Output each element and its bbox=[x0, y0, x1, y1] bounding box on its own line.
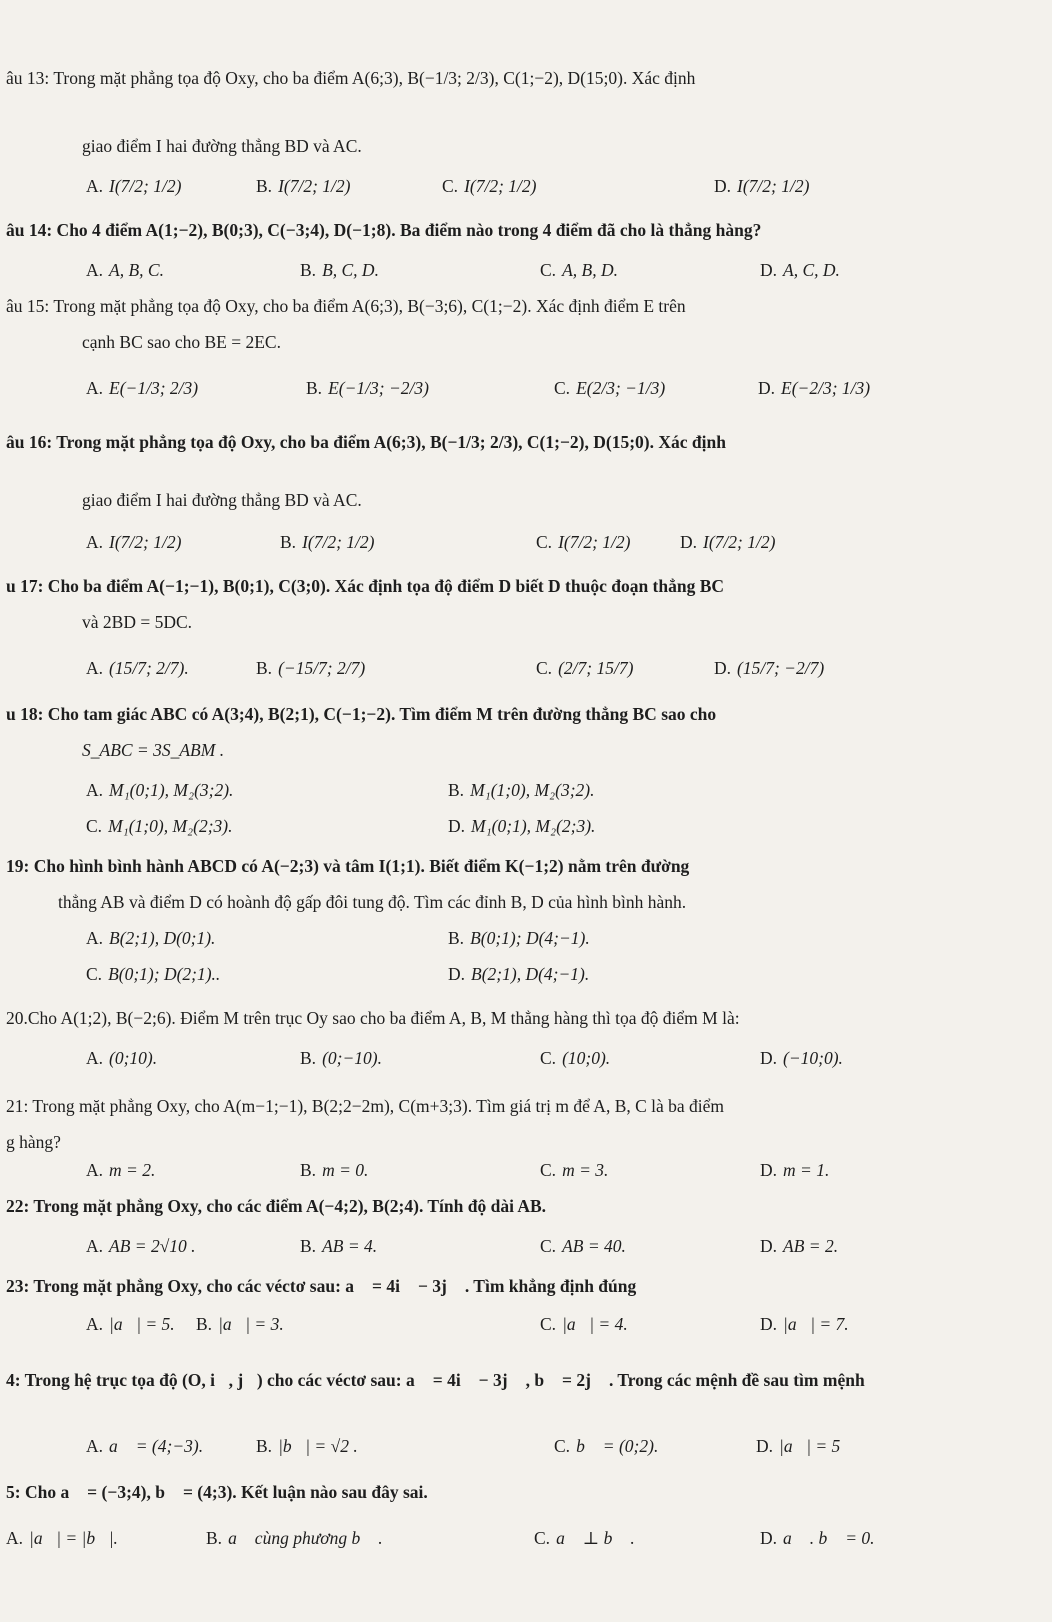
q17-option-c: C. (2/7; 15/7) bbox=[536, 658, 634, 678]
q20-stem-line1: 20.Cho A(1;2), B(−2;6). Điểm M trên trục Oy sao cho ba điểm A, B, M thẳng hàng thì tọa độ điểm M là: bbox=[6, 1008, 740, 1028]
q17-option-a: A. (15/7; 2/7). bbox=[86, 658, 189, 678]
q19-option-c: C. B(0;1); D(2;1).. bbox=[86, 964, 221, 984]
q15-option-c: C. E(2/3; −1/3) bbox=[554, 378, 666, 398]
q18-stem-line2: S_ABC = 3S_ABM . bbox=[82, 740, 225, 760]
q25-option-c: C. a⃗ ⊥ b⃗ . bbox=[534, 1528, 635, 1548]
q14-option-b: B. B, C, D. bbox=[300, 260, 379, 280]
q23-option-d: D. |a⃗| = 7. bbox=[760, 1314, 849, 1334]
q22-option-c: C. AB = 40. bbox=[540, 1236, 626, 1256]
q25-option-a: A. |a⃗| = |b⃗|. bbox=[6, 1528, 118, 1548]
q17-stem-line2: và 2BD = 5DC. bbox=[82, 612, 193, 632]
q21-option-c: C. m = 3. bbox=[540, 1160, 609, 1180]
q17-option-b: B. (−15/7; 2/7) bbox=[256, 658, 366, 678]
q24-stem-line1: 4: Trong hệ trục tọa độ (O, i⃗, j⃗) cho các véctơ sau: a⃗ = 4i⃗ − 3j⃗ , b⃗ = 2j⃗ . Trong các mệnh đề sau tìm mệnh bbox=[6, 1370, 865, 1390]
q19-option-a: A. B(2;1), D(0;1). bbox=[86, 928, 216, 948]
q25-stem-line1: 5: Cho a⃗ = (−3;4), b⃗ = (4;3). Kết luận nào sau đây sai. bbox=[6, 1482, 428, 1502]
q15-option-a: A. E(−1/3; 2/3) bbox=[86, 378, 199, 398]
q24-option-a: A. a⃗ = (4;−3). bbox=[86, 1436, 204, 1456]
q15-option-d: D. E(−2/3; 1/3) bbox=[758, 378, 871, 398]
q19-option-d: D. B(2;1), D(4;−1). bbox=[448, 964, 590, 984]
q18-option-b: B. M₁(1;0), M₂(3;2). bbox=[448, 780, 595, 800]
q15-stem-line2: cạnh BC sao cho BE = 2EC. bbox=[82, 332, 281, 352]
q24-option-d: D. |a⃗| = 5 bbox=[756, 1436, 841, 1456]
q24-option-c: C. b⃗ = (0;2). bbox=[554, 1436, 659, 1456]
q18-option-c: C. M₁(1;0), M₂(2;3). bbox=[86, 816, 233, 836]
q23-stem-line1: 23: Trong mặt phẳng Oxy, cho các véctơ sau: a⃗ = 4i⃗ − 3j⃗ . Tìm khẳng định đúng bbox=[6, 1276, 637, 1296]
q20-option-a: A. (0;10). bbox=[86, 1048, 158, 1068]
q16-stem-line2: giao điểm I hai đường thẳng BD và AC. bbox=[82, 490, 362, 510]
q13-option-d: D. I(7/2; 1/2) bbox=[714, 176, 810, 196]
q22-stem-line1: 22: Trong mặt phẳng Oxy, cho các điểm A(−4;2), B(2;4). Tính độ dài AB. bbox=[6, 1196, 547, 1216]
q14-option-d: D. A, C, D. bbox=[760, 260, 840, 280]
q13-stem-line2: giao điểm I hai đường thẳng BD và AC. bbox=[82, 136, 362, 156]
q23-option-b: B. |a⃗| = 3. bbox=[196, 1314, 284, 1334]
q22-option-a: A. AB = 2√10 . bbox=[86, 1236, 196, 1256]
q13-stem-line1: âu 13: Trong mặt phẳng tọa độ Oxy, cho ba điểm A(6;3), B(−1/3; 2/3), C(1;−2), D(15;0). Xác định bbox=[6, 68, 696, 88]
q18-option-a: A. M₁(0;1), M₂(3;2). bbox=[86, 780, 234, 800]
q14-stem-line1: âu 14: Cho 4 điểm A(1;−2), B(0;3), C(−3;4), D(−1;8). Ba điểm nào trong 4 điểm đã cho là thẳng hàng? bbox=[6, 220, 762, 240]
q18-stem-line1: u 18: Cho tam giác ABC có A(3;4), B(2;1), C(−1;−2). Tìm điểm M trên đường thẳng BC sao cho bbox=[6, 704, 717, 724]
q14-option-c: C. A, B, D. bbox=[540, 260, 618, 280]
q16-option-b: B. I(7/2; 1/2) bbox=[280, 532, 375, 552]
q17-option-d: D. (15/7; −2/7) bbox=[714, 658, 825, 678]
q23-option-a: A. |a⃗| = 5. bbox=[86, 1314, 175, 1334]
q16-option-d: D. I(7/2; 1/2) bbox=[680, 532, 776, 552]
q23-option-c: C. |a⃗| = 4. bbox=[540, 1314, 628, 1334]
q21-option-b: B. m = 0. bbox=[300, 1160, 369, 1180]
q16-stem-line1: âu 16: Trong mặt phẳng tọa độ Oxy, cho ba điểm A(6;3), B(−1/3; 2/3), C(1;−2), D(15;0). Xác định bbox=[6, 432, 726, 452]
q13-option-b: B. I(7/2; 1/2) bbox=[256, 176, 351, 196]
q22-option-b: B. AB = 4. bbox=[300, 1236, 378, 1256]
q16-option-a: A. I(7/2; 1/2) bbox=[86, 532, 182, 552]
q13-option-a: A. I(7/2; 1/2) bbox=[86, 176, 182, 196]
q15-stem-line1: âu 15: Trong mặt phẳng tọa độ Oxy, cho ba điểm A(6;3), B(−3;6), C(1;−2). Xác định điểm E trên bbox=[6, 296, 686, 316]
q25-option-b: B. a⃗ cùng phương b⃗ . bbox=[206, 1528, 383, 1548]
q15-option-b: B. E(−1/3; −2/3) bbox=[306, 378, 429, 398]
q17-stem-line1: u 17: Cho ba điểm A(−1;−1), B(0;1), C(3;0). Xác định tọa độ điểm D biết D thuộc đoạn thẳng BC bbox=[6, 576, 725, 596]
q25-option-d: D. a⃗ . b⃗ = 0. bbox=[760, 1528, 875, 1548]
q21-option-a: A. m = 2. bbox=[86, 1160, 156, 1180]
q14-option-a: A. A, B, C. bbox=[86, 260, 164, 280]
q24-option-b: B. |b⃗| = √2 . bbox=[256, 1436, 358, 1456]
q19-stem-line2: thẳng AB và điểm D có hoành độ gấp đôi tung độ. Tìm các đỉnh B, D của hình bình hành. bbox=[58, 892, 687, 912]
q21-stem-line2: g hàng? bbox=[6, 1132, 61, 1152]
q21-option-d: D. m = 1. bbox=[760, 1160, 830, 1180]
q19-option-b: B. B(0;1); D(4;−1). bbox=[448, 928, 590, 948]
q13-option-c: C. I(7/2; 1/2) bbox=[442, 176, 537, 196]
q16-option-c: C. I(7/2; 1/2) bbox=[536, 532, 631, 552]
q21-stem-line1: 21: Trong mặt phẳng Oxy, cho A(m−1;−1), B(2;2−2m), C(m+3;3). Tìm giá trị m để A, B, C là ba điểm bbox=[6, 1096, 725, 1116]
q19-stem-line1: 19: Cho hình bình hành ABCD có A(−2;3) và tâm I(1;1). Biết điểm K(−1;2) nằm trên đường bbox=[6, 856, 690, 876]
q20-option-d: D. (−10;0). bbox=[760, 1048, 843, 1068]
q22-option-d: D. AB = 2. bbox=[760, 1236, 839, 1256]
q20-option-b: B. (0;−10). bbox=[300, 1048, 382, 1068]
q18-option-d: D. M₁(0;1), M₂(2;3). bbox=[448, 816, 596, 836]
q20-option-c: C. (10;0). bbox=[540, 1048, 611, 1068]
